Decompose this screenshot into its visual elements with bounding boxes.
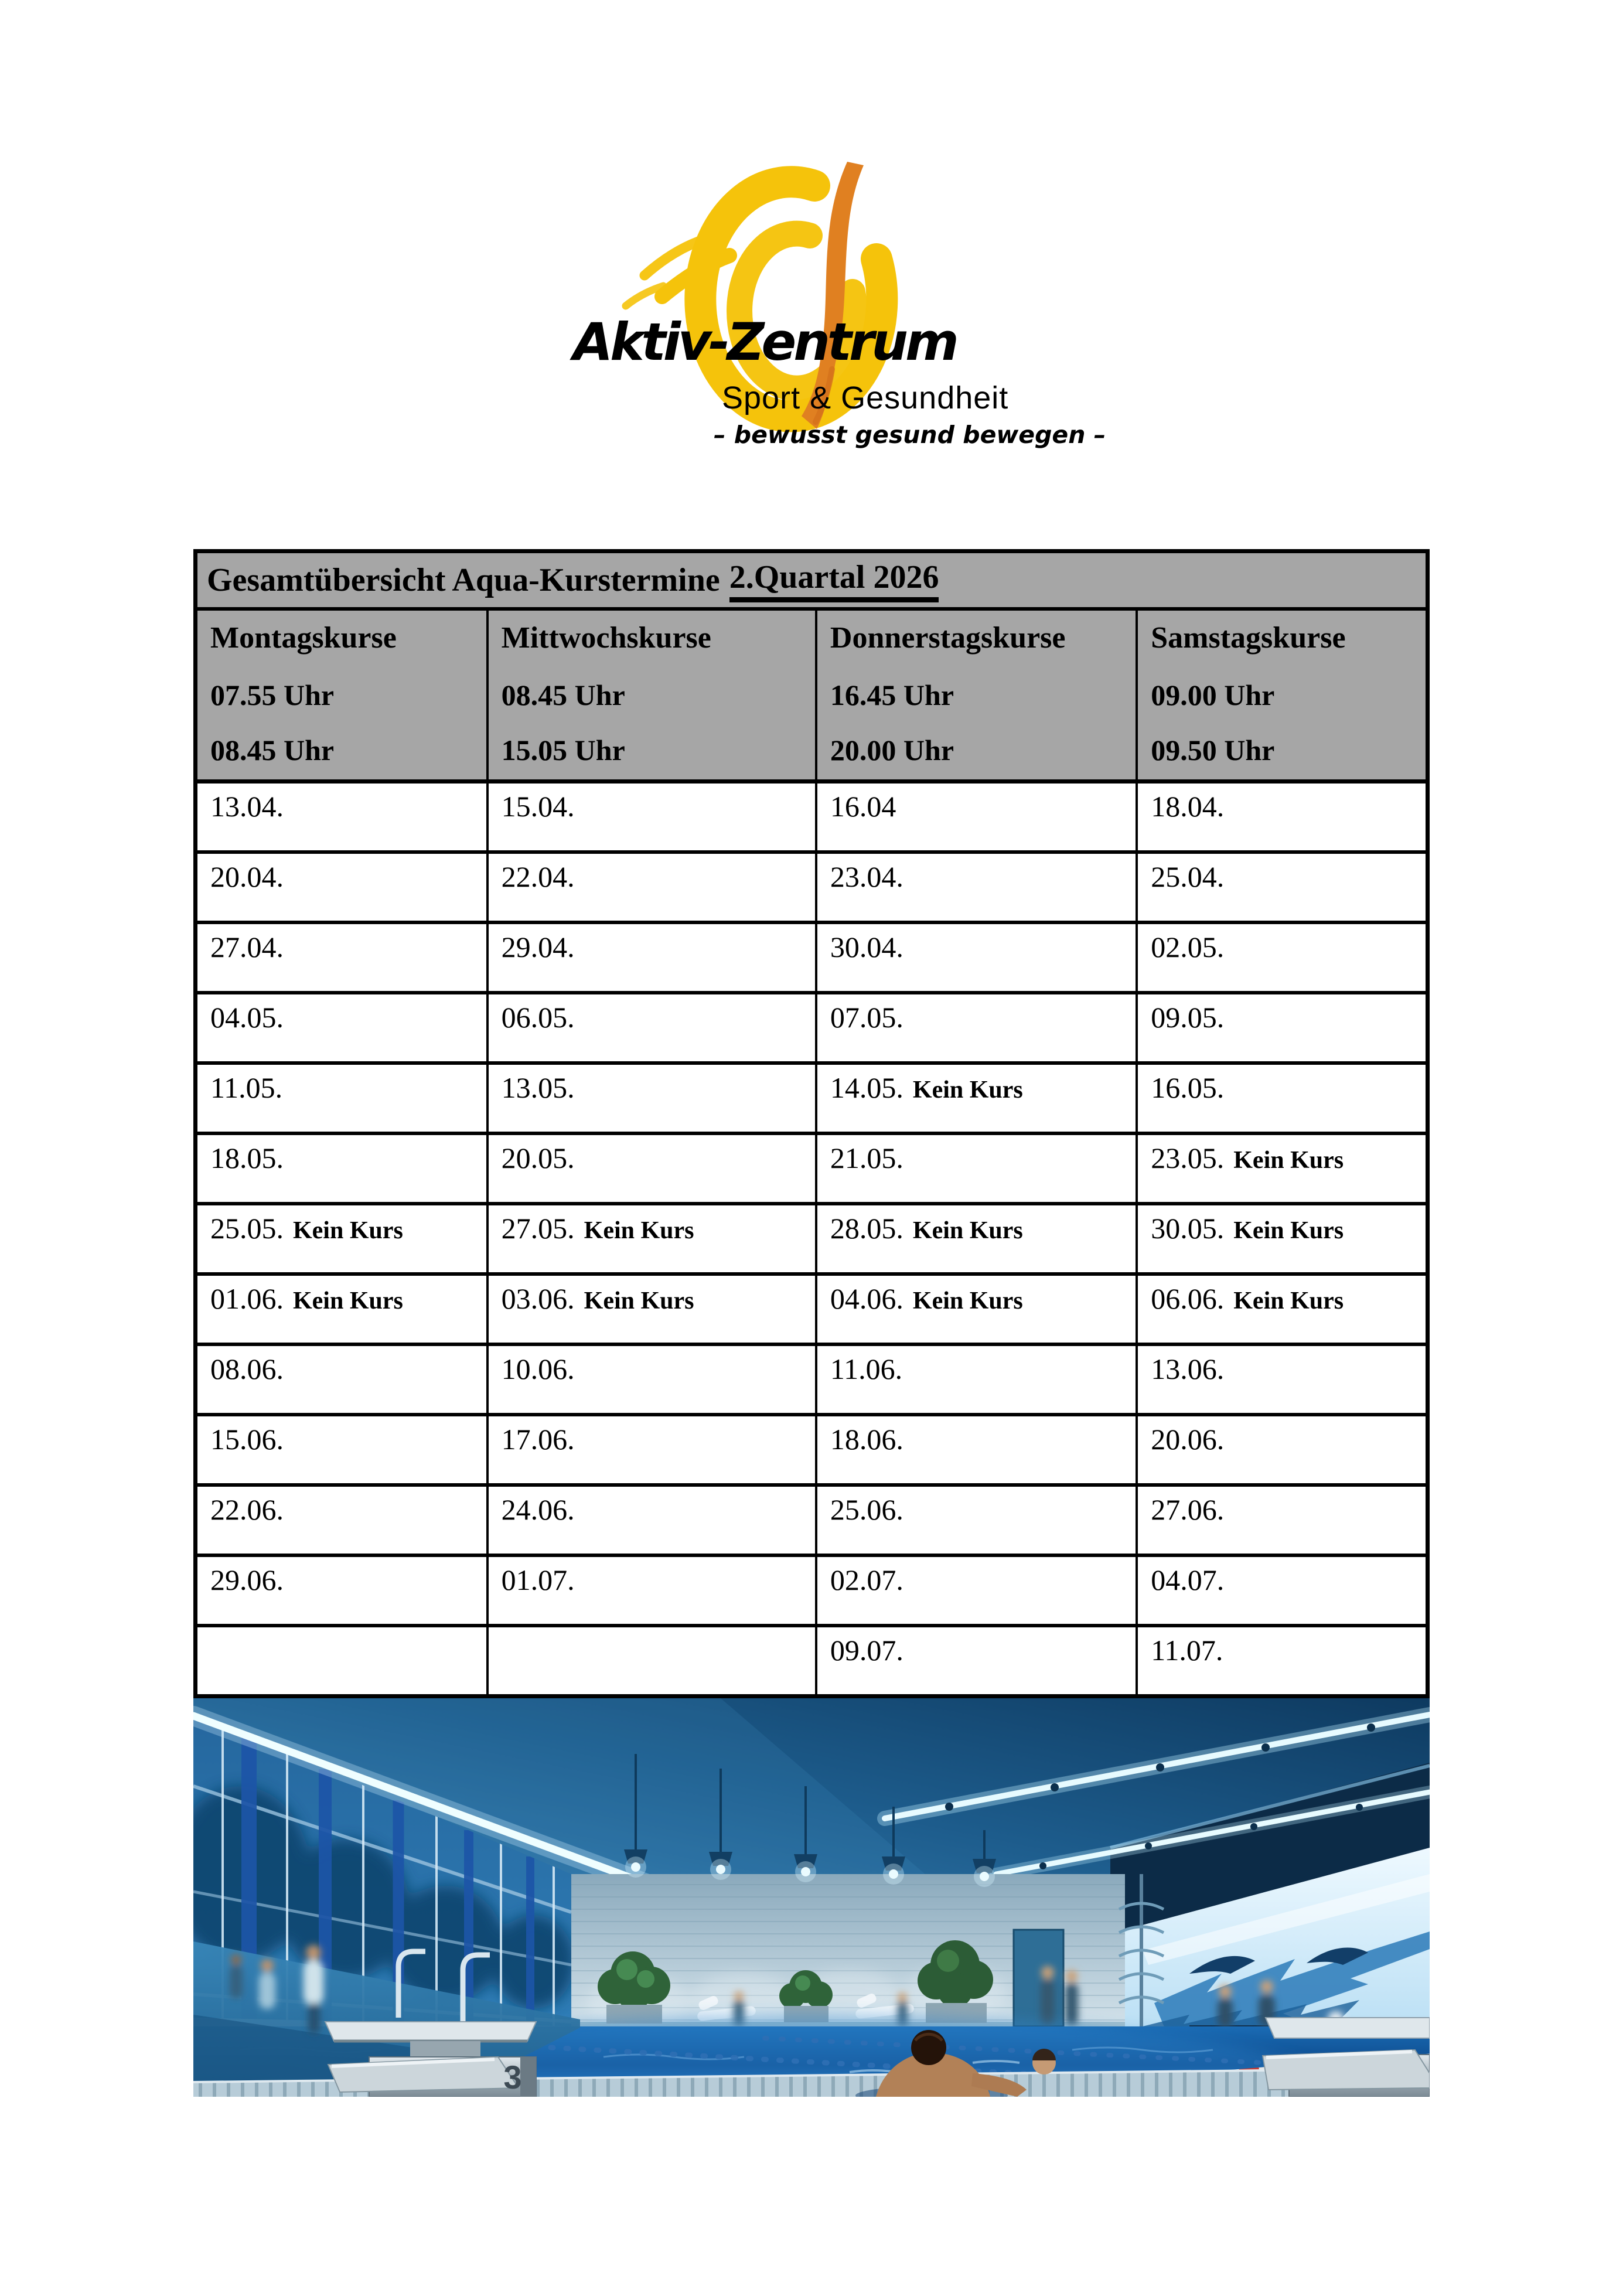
no-course-note: Kein Kurs bbox=[912, 1077, 1023, 1103]
course-date: 30.05. bbox=[1151, 1212, 1225, 1245]
course-date: 27.04. bbox=[210, 931, 284, 963]
course-date: 04.06. bbox=[830, 1282, 903, 1315]
column-header-2 bbox=[489, 611, 817, 779]
table-row bbox=[197, 783, 1426, 850]
date-cell bbox=[1138, 1346, 1426, 1413]
date-cell bbox=[817, 854, 1138, 921]
course-time: 07.55 Uhr bbox=[210, 679, 335, 711]
course-date: 25.04. bbox=[1151, 860, 1225, 893]
date-cell bbox=[817, 1346, 1138, 1413]
no-course-note: Kein Kurs bbox=[912, 1217, 1023, 1244]
course-date: 11.07. bbox=[1151, 1634, 1223, 1667]
course-date: 16.04 bbox=[830, 790, 896, 823]
table-row bbox=[197, 1272, 1426, 1343]
course-date: 06.06. bbox=[1151, 1282, 1225, 1315]
table-row bbox=[197, 1132, 1426, 1202]
course-time: 08.45 Uhr bbox=[210, 734, 335, 767]
course-date: 18.04. bbox=[1151, 790, 1225, 823]
date-cell bbox=[1138, 783, 1426, 850]
date-cell bbox=[197, 783, 489, 850]
course-date: 15.06. bbox=[210, 1423, 284, 1456]
course-date: 13.04. bbox=[210, 790, 284, 823]
date-cell bbox=[1138, 854, 1426, 921]
pool-photo bbox=[193, 1698, 1430, 2097]
no-course-note: Kein Kurs bbox=[293, 1217, 403, 1244]
course-date: 09.07. bbox=[830, 1634, 903, 1667]
date-cell bbox=[817, 994, 1138, 1061]
date-cell bbox=[489, 1627, 817, 1694]
course-date: 04.07. bbox=[1151, 1563, 1225, 1596]
date-cell bbox=[817, 1557, 1138, 1624]
column-header-4 bbox=[1138, 611, 1426, 779]
no-course-note: Kein Kurs bbox=[584, 1287, 694, 1314]
date-cell bbox=[817, 1135, 1138, 1202]
date-cell bbox=[197, 1205, 489, 1272]
date-cell bbox=[1138, 1135, 1426, 1202]
table-row bbox=[197, 991, 1426, 1061]
date-cell bbox=[197, 854, 489, 921]
date-cell bbox=[817, 1276, 1138, 1343]
date-cell bbox=[1138, 1487, 1426, 1554]
course-date: 20.04. bbox=[210, 860, 284, 893]
date-cell bbox=[1138, 924, 1426, 991]
column-label: Mittwochskurse bbox=[501, 621, 711, 655]
date-cell bbox=[489, 1557, 817, 1624]
date-cell bbox=[197, 1065, 489, 1132]
course-date: 21.05. bbox=[830, 1142, 903, 1174]
course-time: 09.00 Uhr bbox=[1151, 679, 1275, 711]
date-cell bbox=[197, 1416, 489, 1483]
course-date: 03.06. bbox=[501, 1282, 575, 1315]
table-row bbox=[197, 1624, 1426, 1694]
date-cell bbox=[489, 854, 817, 921]
date-cell bbox=[197, 1135, 489, 1202]
course-date: 11.06. bbox=[830, 1353, 903, 1385]
column-header-3 bbox=[817, 611, 1138, 779]
course-date: 18.06. bbox=[830, 1423, 903, 1456]
course-time: 20.00 Uhr bbox=[830, 734, 954, 767]
course-date: 17.06. bbox=[501, 1423, 575, 1456]
date-cell bbox=[489, 1135, 817, 1202]
course-date: 25.05. bbox=[210, 1212, 284, 1245]
no-course-note: Kein Kurs bbox=[912, 1287, 1023, 1314]
course-date: 02.07. bbox=[830, 1563, 903, 1596]
table-row bbox=[197, 1413, 1426, 1483]
course-date: 25.06. bbox=[830, 1493, 903, 1526]
date-cell bbox=[817, 1627, 1138, 1694]
date-cell bbox=[489, 994, 817, 1061]
course-date: 27.05. bbox=[501, 1212, 575, 1245]
course-date: 24.06. bbox=[501, 1493, 575, 1526]
column-label: Samstagskurse bbox=[1151, 621, 1346, 655]
course-time: 08.45 Uhr bbox=[501, 679, 625, 711]
column-label: Donnerstagskurse bbox=[830, 621, 1066, 655]
table-row bbox=[197, 850, 1426, 921]
date-cell bbox=[197, 924, 489, 991]
course-date: 10.06. bbox=[501, 1353, 575, 1385]
date-cell bbox=[197, 994, 489, 1061]
starting-block-right bbox=[1263, 2018, 1430, 2097]
column-header-1 bbox=[197, 611, 489, 779]
course-date: 22.06. bbox=[210, 1493, 284, 1526]
logo-tagline-text: – bewusst gesund bewegen – bbox=[714, 421, 1106, 449]
course-date: 20.06. bbox=[1151, 1423, 1225, 1456]
date-cell bbox=[197, 1557, 489, 1624]
date-cell bbox=[489, 1487, 817, 1554]
course-date: 30.04. bbox=[830, 931, 903, 963]
date-cell bbox=[1138, 1065, 1426, 1132]
no-course-note: Kein Kurs bbox=[584, 1217, 694, 1244]
course-date: 01.07. bbox=[501, 1563, 575, 1596]
course-date: 27.06. bbox=[1151, 1493, 1225, 1526]
logo-subtitle-text: Sport & Gesundheit bbox=[722, 380, 1009, 415]
course-date: 18.05. bbox=[210, 1142, 284, 1174]
header-row bbox=[197, 611, 1426, 783]
table-title bbox=[197, 553, 1426, 611]
date-cell bbox=[489, 1416, 817, 1483]
no-course-note: Kein Kurs bbox=[293, 1287, 403, 1314]
date-cell bbox=[489, 924, 817, 991]
course-date: 28.05. bbox=[830, 1212, 903, 1245]
date-cell bbox=[1138, 1205, 1426, 1272]
column-label: Montagskurse bbox=[210, 621, 397, 655]
course-time: 15.05 Uhr bbox=[501, 734, 625, 767]
aktiv-zentrum-logo bbox=[557, 152, 1106, 463]
date-cell bbox=[197, 1346, 489, 1413]
table-row bbox=[197, 1483, 1426, 1554]
logo-brand-text: Aktiv-Zentrum bbox=[573, 312, 956, 372]
course-date: 13.05. bbox=[501, 1071, 575, 1104]
date-cell bbox=[817, 783, 1138, 850]
course-date: 04.05. bbox=[210, 1001, 284, 1034]
date-cell bbox=[489, 783, 817, 850]
course-date: 23.05. bbox=[1151, 1142, 1225, 1174]
block-number: 3 bbox=[503, 2059, 522, 2096]
date-cell bbox=[817, 924, 1138, 991]
course-date: 15.04. bbox=[501, 790, 575, 823]
no-course-note: Kein Kurs bbox=[1233, 1217, 1344, 1244]
date-cell bbox=[1138, 1276, 1426, 1343]
date-cell bbox=[1138, 994, 1426, 1061]
course-date: 13.06. bbox=[1151, 1353, 1225, 1385]
date-cell bbox=[197, 1627, 489, 1694]
course-date: 14.05. bbox=[830, 1071, 903, 1104]
date-cell bbox=[197, 1487, 489, 1554]
date-cell bbox=[489, 1065, 817, 1132]
course-date: 20.05. bbox=[501, 1142, 575, 1174]
course-date: 23.04. bbox=[830, 860, 903, 893]
logo-swirl-icon bbox=[557, 152, 1031, 463]
date-cell bbox=[1138, 1627, 1426, 1694]
course-date: 01.06. bbox=[210, 1282, 284, 1315]
course-date: 08.06. bbox=[210, 1353, 284, 1385]
course-date: 16.05. bbox=[1151, 1071, 1225, 1104]
table-title-quarter: 2.Quartal 2026 bbox=[729, 558, 939, 602]
course-time: 16.45 Uhr bbox=[830, 679, 954, 711]
date-cell bbox=[817, 1205, 1138, 1272]
table-title-main: Gesamtübersicht Aqua-Kurstermine bbox=[207, 562, 720, 598]
course-date: 09.05. bbox=[1151, 1001, 1225, 1034]
table-row bbox=[197, 1061, 1426, 1132]
date-cell bbox=[1138, 1416, 1426, 1483]
table-body bbox=[197, 783, 1426, 1694]
course-date: 11.05. bbox=[210, 1071, 283, 1104]
course-date: 02.05. bbox=[1151, 931, 1225, 963]
date-cell bbox=[197, 1276, 489, 1343]
date-cell bbox=[1138, 1557, 1426, 1624]
schedule-sheet bbox=[193, 549, 1430, 2097]
course-date: 29.04. bbox=[501, 931, 575, 963]
course-date: 29.06. bbox=[210, 1563, 284, 1596]
date-cell bbox=[817, 1065, 1138, 1132]
table-row bbox=[197, 1343, 1426, 1413]
course-date: 22.04. bbox=[501, 860, 575, 893]
date-cell bbox=[489, 1205, 817, 1272]
table-row bbox=[197, 1554, 1426, 1624]
date-cell bbox=[817, 1416, 1138, 1483]
course-date: 07.05. bbox=[830, 1001, 903, 1034]
schedule-table bbox=[193, 549, 1430, 1698]
no-course-note: Kein Kurs bbox=[1233, 1287, 1344, 1314]
date-cell bbox=[489, 1346, 817, 1413]
course-time: 09.50 Uhr bbox=[1151, 734, 1275, 767]
date-cell bbox=[489, 1276, 817, 1343]
table-row bbox=[197, 1202, 1426, 1272]
course-date: 06.05. bbox=[501, 1001, 575, 1034]
no-course-note: Kein Kurs bbox=[1233, 1147, 1344, 1174]
table-row bbox=[197, 921, 1426, 991]
date-cell bbox=[817, 1487, 1138, 1554]
